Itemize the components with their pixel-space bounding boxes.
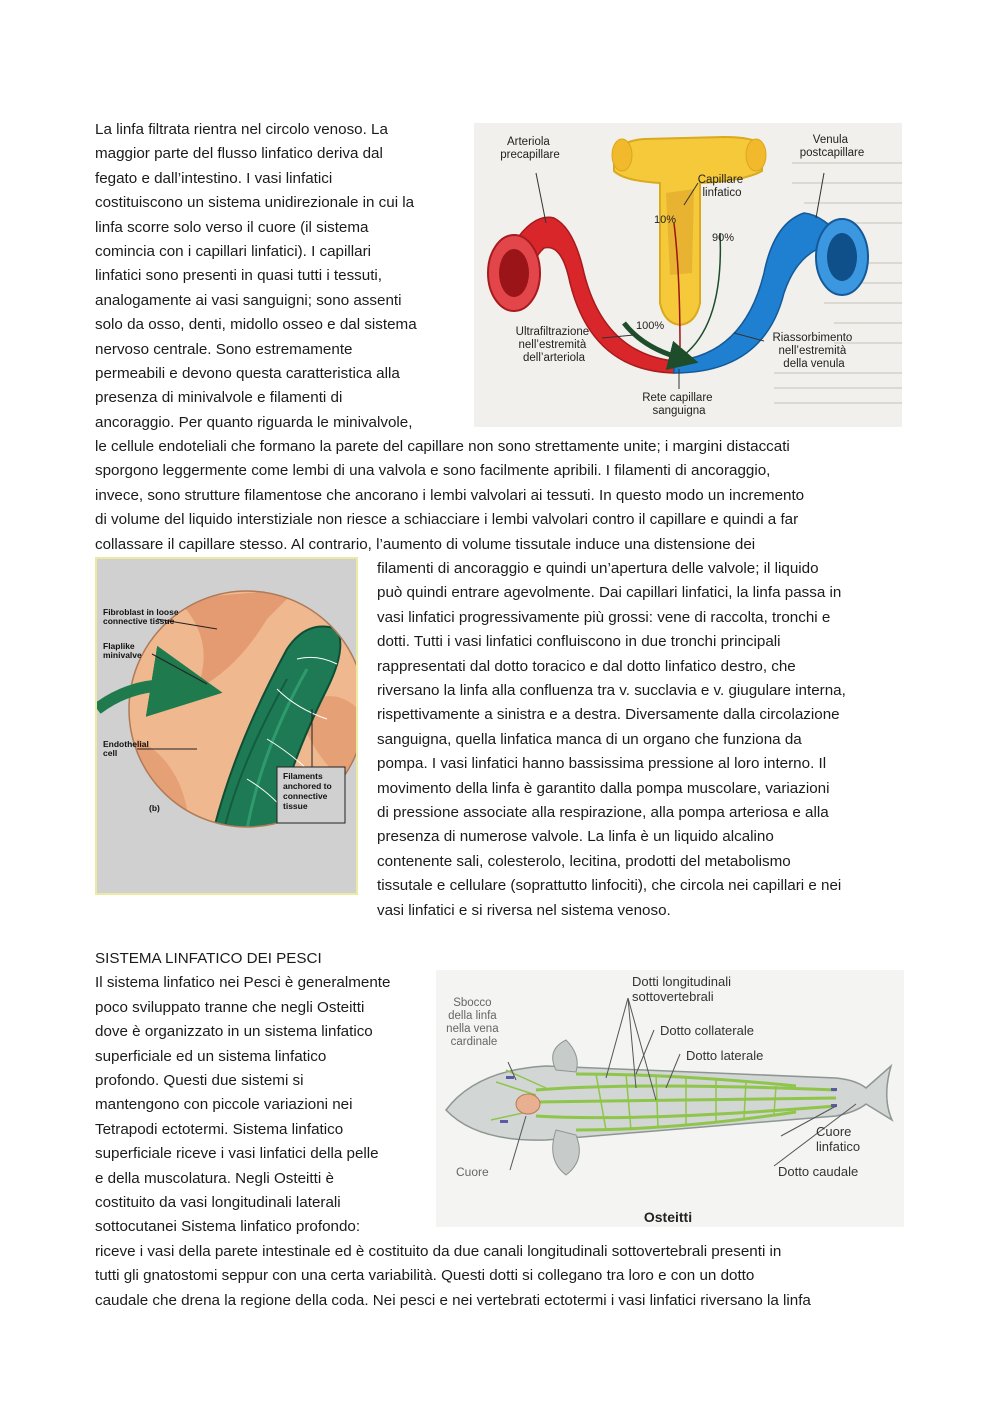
text-line: fegato e dall’intestino. I vasi linfatici: [95, 169, 333, 187]
text-line: Tetrapodi ectotermi. Sistema linfatico: [95, 1120, 344, 1138]
text-line: sottocutanei Sistema linfatico profondo:: [95, 1218, 361, 1236]
heart: [516, 1094, 540, 1114]
text-line: profondo. Questi due sistemi si: [95, 1072, 304, 1090]
label-10-percent: 10%: [654, 214, 677, 226]
text-line: riversano la linfa alla confluenza tra v. succlavia e v. giugulare interna,: [377, 682, 846, 700]
text-line: superficiale riceve i vasi linfatici della pelle: [95, 1145, 379, 1163]
text-line: La linfa filtrata rientra nel circolo venoso. La: [95, 121, 388, 138]
text-line: sporgono leggermente come lembi di una valvola e sono facilmente apribili. I filamenti di ancoraggio,: [95, 462, 771, 480]
label-filaments: Filaments anchored to connective tissue: [283, 771, 332, 811]
text-line: vasi linfatici progressivamente più grossi: vene di raccolta, tronchi e: [377, 608, 831, 626]
text-line: costituiscono un sistema unidirezionale in cui la: [95, 194, 415, 212]
caption-osteitti: Osteitti: [643, 1209, 693, 1225]
paragraph-lymph-flow: [377, 557, 846, 923]
fish-lymphatic-diagram: [436, 970, 904, 1227]
label-flaplike-minivalve: Flaplike minivalve: [103, 641, 142, 660]
label-cuore-linfatico: Cuore linfatico: [816, 1124, 861, 1154]
text-line: vasi linfatici e si riversa nel sistema venoso.: [377, 901, 671, 919]
text-line: collassare il capillare stesso. Al contrario, l’aumento di volume tissutale induce una distensione dei: [95, 535, 756, 553]
text-line: Il sistema linfatico nei Pesci è generalmente: [95, 974, 391, 992]
text-line: tutti gli gnatostomi seppur con una certa variabilità. Questi dotti si collegano tra loro e con un dotto: [95, 1267, 755, 1285]
label-capillare-linfatico: Capillare linfatico: [697, 174, 744, 199]
text-line: dove è organizzato in un sistema linfatico: [95, 1023, 373, 1041]
label-dotto-caudale: Dotto caudale: [778, 1164, 859, 1179]
label-90-percent: 90%: [712, 232, 735, 244]
capillary-diagram: [474, 123, 902, 427]
text-line: dotti. Tutti i vasi linfatici confluiscono in due tronchi principali: [377, 633, 781, 651]
minivalve-illustration: [95, 557, 358, 895]
label-dotto-collaterale: Dotto collaterale: [660, 1023, 754, 1038]
text-line: maggior parte del flusso linfatico deriva dal: [95, 145, 383, 163]
text-line: mantengono con piccole variazioni nei: [95, 1096, 353, 1114]
label-arteriola: Arteriola precapillare: [500, 136, 560, 161]
label-rete-capillare: Rete capillare sanguigna: [642, 392, 713, 417]
text-line: e della muscolatura. Negli Osteitti è: [95, 1169, 334, 1187]
text-line: permeabili e devono questa caratteristica alla: [95, 365, 400, 383]
text-line: le cellule endoteliali che formano la parete del capillare non sono strettamente unite; i margini distaccati: [95, 438, 790, 455]
text-line: linfa scorre solo verso il cuore (il sistema: [95, 218, 369, 236]
text-line: sanguigna, quella linfatica manca di un organo che funziona da: [377, 730, 802, 748]
text-line: di volume del liquido interstiziale non riesce a schiacciare i lembi valvolari contro il capillare e quindi a far: [95, 511, 799, 529]
text-line: può quindi entrare agevolmente. Dai capillari linfatici, la linfa passa in: [377, 584, 842, 602]
label-dotti-longitudinali: Dotti longitudinali sottovertebrali: [632, 974, 732, 1004]
text-line: contenente sali, colesterolo, lecitina, prodotti del metabolismo: [377, 852, 791, 870]
text-line: superficiale ed un sistema linfatico: [95, 1047, 327, 1065]
text-line: tissutale e cellulare (soprattutto linfociti), che circola nei capillari e nei: [377, 877, 842, 895]
text-line: di pressione associate alla respirazione, alla pompa arteriosa e alla: [377, 804, 829, 822]
text-line: rispettivamente a sinistra e a destra. Diversamente dalla circolazione: [377, 706, 840, 724]
text-line: poco sviluppato tranne che negli Osteitti: [95, 998, 365, 1016]
label-fibroblast: Fibroblast in loose connective tissue: [103, 607, 179, 626]
text-line: linfatici sono presenti in quasi tutti i tessuti,: [95, 267, 383, 285]
label-sbocco: Sbocco della linfa nella vena cardinale: [446, 997, 499, 1048]
text-line: rappresentati dal dotto toracico e dal dotto linfatico destro, che: [377, 657, 796, 675]
label-panel-b: (b): [149, 803, 160, 813]
text-line: caudale che drena la regione della coda. Nei pesci e nei vertebrati ectotermi i vasi linfatici riversano la linfa: [95, 1291, 811, 1309]
label-endothelial-cell: Endothelial cell: [103, 739, 149, 758]
label-dotto-laterale: Dotto laterale: [686, 1048, 764, 1063]
label-venula: Venula postcapillare: [799, 134, 865, 159]
text-line: comincia con i capillari linfatici). I capillari: [95, 243, 372, 261]
text-line: movimento della linfa è garantito dalla pompa muscolare, variazioni: [377, 779, 830, 797]
text-line: invece, sono strutture filamentose che ancorano i lembi valvolari ai tessuti. In questo modo un incremento: [95, 486, 805, 504]
text-line: costituito da vasi longitudinali laterali: [95, 1194, 341, 1212]
text-line: presenza di numerose valvole. La linfa è un liquido alcalino: [377, 828, 774, 846]
text-line: nervoso centrale. Sono estremamente: [95, 340, 353, 358]
label-riassorbimento: Riassorbimento nell’estremità della venula: [772, 332, 853, 370]
label-ultrafiltrazione: Ultrafiltrazione nell’estremità dell’arteriola: [515, 326, 590, 364]
section-heading: SISTEMA LINFATICO DEI PESCI: [95, 950, 322, 967]
text-line: solo da osso, denti, midollo osseo e dal sistema: [95, 316, 417, 334]
text-line: pompa. I vasi linfatici hanno bassissima pressione al loro interno. Il: [377, 755, 827, 773]
text-line: filamenti di ancoraggio e quindi un’apertura delle valvole; il liquido: [377, 560, 819, 577]
paragraph-intro-left: [95, 118, 417, 435]
label-100-percent: 100%: [636, 320, 665, 332]
label-cuore: Cuore: [456, 1165, 489, 1179]
text-line: riceve i vasi della parete intestinale ed è costituito da due canali longitudinali sottovertebrali presenti in: [95, 1242, 782, 1260]
text-line: presenza di minivalvole e filamenti di: [95, 389, 343, 407]
text-line: analogamente ai vasi sanguigni; sono assenti: [95, 291, 402, 309]
text-line: ancoraggio. Per quanto riguarda le minivalvole,: [95, 413, 413, 431]
paragraph-minivalve: [95, 435, 804, 557]
